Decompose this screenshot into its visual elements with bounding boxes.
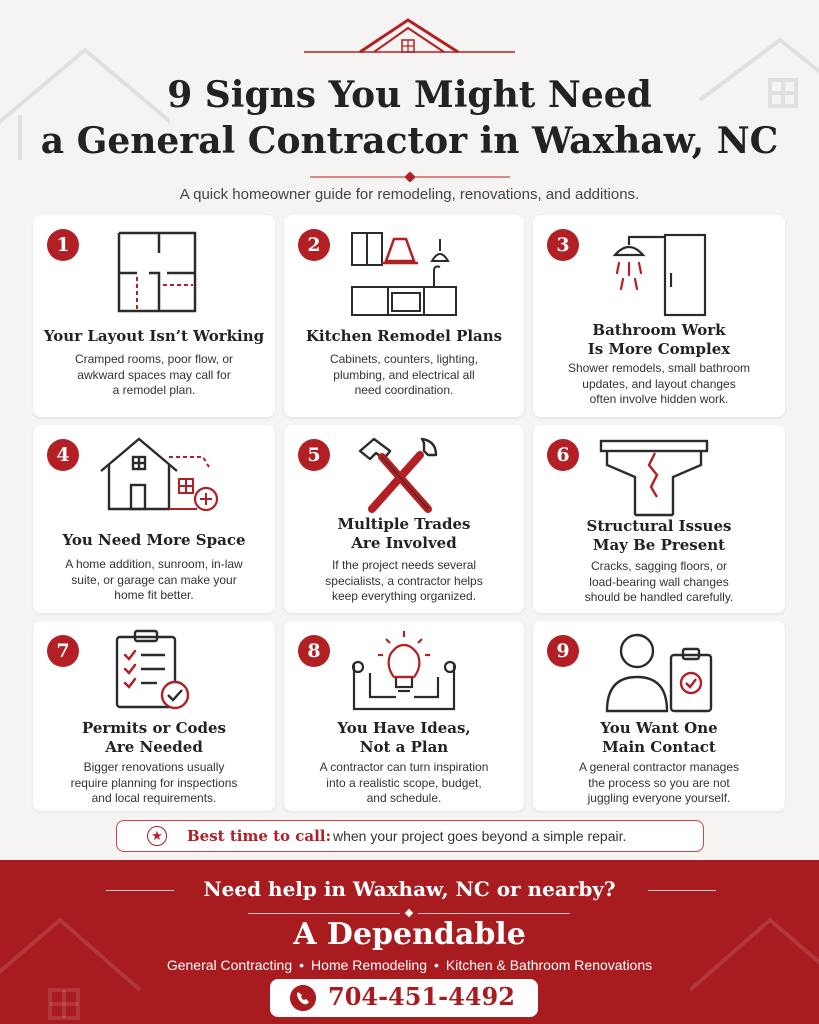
sign-title: Bathroom Work Is More Complex bbox=[587, 321, 731, 358]
sign-title: Permits or Codes Are Needed bbox=[81, 719, 227, 756]
phone-number: 704-451-4492 bbox=[328, 982, 515, 1011]
sign-description: Cramped rooms, poor flow, or awkward spaces may call for a remodel plan. bbox=[74, 352, 234, 397]
shower-icon bbox=[607, 229, 713, 319]
best-time-label: Best time to call: bbox=[187, 827, 332, 845]
footer-divider-right bbox=[418, 913, 570, 914]
sign-description: Bigger renovations usually require planning for inspections and local requirements. bbox=[70, 760, 238, 805]
sign-description: Cabinets, counters, lighting, plumbing, and electrical all need coordination. bbox=[329, 352, 479, 397]
sign-card-7 bbox=[33, 621, 275, 811]
sign-title: You Want One Main Contact bbox=[600, 719, 718, 756]
sign-number-badge: 3 bbox=[547, 229, 579, 261]
services-list bbox=[0, 957, 819, 973]
lightbulb-blueprint-icon bbox=[348, 627, 460, 715]
sign-number-badge: 7 bbox=[47, 635, 79, 667]
sign-number-badge: 9 bbox=[547, 635, 579, 667]
footer-divider-diamond bbox=[405, 909, 413, 917]
page-subtitle: A quick homeowner guide for remodeling, renovations, and additions. bbox=[179, 186, 640, 203]
footer-divider-left bbox=[248, 913, 400, 914]
checklist-clipboard-icon bbox=[113, 629, 195, 713]
sign-card-2 bbox=[284, 215, 524, 417]
sign-card-8 bbox=[284, 621, 524, 811]
title-divider bbox=[310, 172, 510, 182]
sign-title: You Have Ideas, Not a Plan bbox=[337, 719, 471, 756]
phone-button[interactable] bbox=[270, 979, 538, 1017]
floor-plan-icon bbox=[115, 229, 199, 315]
best-time-text: when your project goes beyond a simple repair. bbox=[333, 828, 627, 844]
sign-card-4 bbox=[33, 425, 275, 613]
sign-number-badge: 6 bbox=[547, 439, 579, 471]
sign-title: Multiple Trades Are Involved bbox=[337, 515, 471, 552]
sign-number-badge: 8 bbox=[298, 635, 330, 667]
service-item: Home Remodeling bbox=[311, 957, 427, 973]
sign-number-badge: 5 bbox=[298, 439, 330, 471]
sign-title: Your Layout Isn’t Working bbox=[43, 327, 265, 345]
sign-number-badge: 4 bbox=[47, 439, 79, 471]
sign-description: A general contractor manages the process so you are not juggling everyone yourself. bbox=[578, 760, 740, 805]
house-logo-icon bbox=[300, 14, 519, 60]
title-line-2: a General Contractor in Waxhaw, NC bbox=[40, 120, 779, 162]
home-addition-icon bbox=[99, 435, 223, 515]
brand-name: A Dependable bbox=[293, 917, 526, 952]
footer-question: Need help in Waxhaw, NC or nearby? bbox=[203, 877, 616, 901]
sign-number-badge: 1 bbox=[47, 229, 79, 261]
sign-title: Kitchen Remodel Plans bbox=[305, 327, 503, 345]
separator-dot: • bbox=[434, 957, 439, 973]
sign-description: Cracks, sagging floors, or load-bearing wall changes should be handled carefully. bbox=[584, 559, 734, 604]
sign-title: Structural Issues May Be Present bbox=[586, 517, 732, 554]
sign-card-6 bbox=[533, 425, 785, 613]
service-item: Kitchen & Bathroom Renovations bbox=[445, 957, 653, 973]
sign-description: Shower remodels, small bathroom updates, and layout changes often involve hidden work. bbox=[567, 361, 751, 406]
sign-description: A home addition, sunroom, in-law suite, or garage can make your home fit better. bbox=[65, 557, 243, 602]
service-item: General Contracting bbox=[166, 957, 293, 973]
page-title bbox=[0, 72, 819, 164]
sign-card-1 bbox=[33, 215, 275, 417]
sign-card-3 bbox=[533, 215, 785, 417]
sign-description: If the project needs several specialists, a contractor helps keep everything organized. bbox=[325, 558, 483, 603]
title-line-1: 9 Signs You Might Need bbox=[167, 74, 652, 116]
phone-icon bbox=[290, 985, 316, 1011]
separator-dot: • bbox=[299, 957, 305, 973]
kitchen-icon bbox=[348, 229, 460, 319]
sign-title: You Need More Space bbox=[62, 531, 246, 549]
header bbox=[0, 0, 819, 215]
sign-card-5 bbox=[284, 425, 524, 613]
sign-number-badge: 2 bbox=[298, 229, 330, 261]
footer bbox=[0, 860, 819, 1024]
sign-card-9 bbox=[533, 621, 785, 811]
sign-description: A contractor can turn inspiration into a realistic scope, budget, and schedule. bbox=[319, 760, 489, 805]
cracked-beam-icon bbox=[599, 439, 709, 519]
person-clipboard-icon bbox=[603, 629, 715, 715]
star-icon: ★ bbox=[147, 826, 167, 846]
hammer-wrench-icon bbox=[356, 433, 442, 519]
best-time-banner bbox=[116, 820, 704, 852]
